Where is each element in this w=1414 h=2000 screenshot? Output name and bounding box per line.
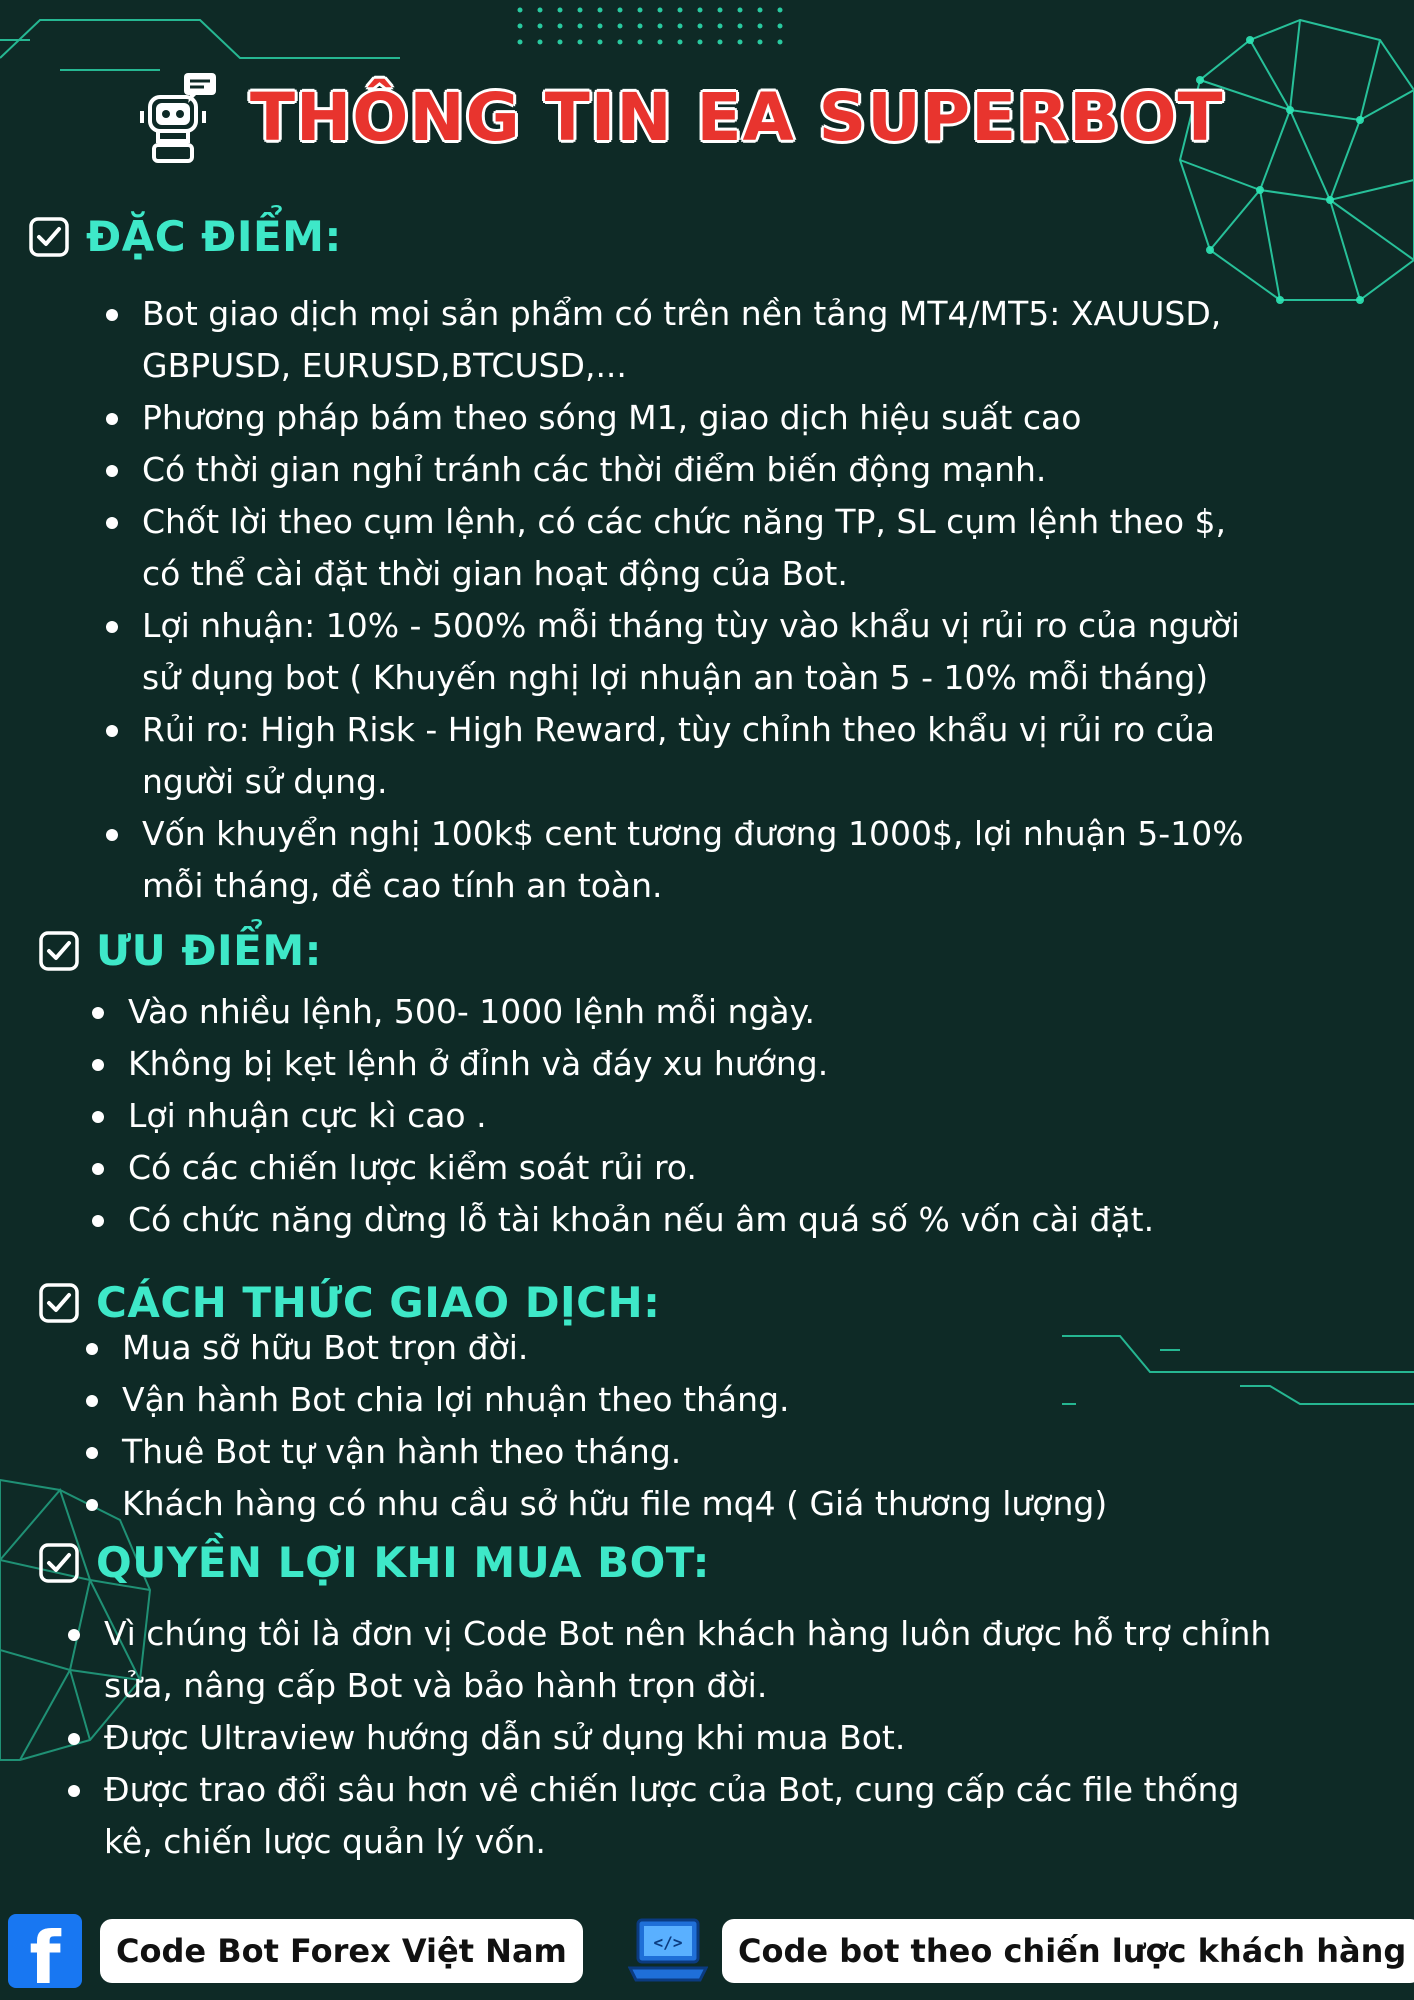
checkbox-icon bbox=[38, 1282, 80, 1324]
list-item: Được trao đổi sâu hơn về chiến lược của Bot, cung cấp các file thống kê, chiến lược quản lý vốn. bbox=[64, 1764, 1394, 1868]
trading-list bbox=[82, 1322, 1372, 1530]
robot-chat-icon bbox=[140, 71, 220, 163]
header bbox=[140, 62, 1224, 172]
list-item: Vận hành Bot chia lợi nhuận theo tháng. bbox=[82, 1374, 1372, 1426]
svg-text:</>: </> bbox=[653, 1933, 683, 1952]
code-laptop-icon bbox=[628, 1916, 708, 1986]
list-item: Bot giao dịch mọi sản phẩm có trên nền tảng MT4/MT5: XAUUSD, GBPUSD, EURUSD,BTCUSD,... bbox=[102, 288, 1392, 392]
list-item: Lợi nhuận cực kì cao . bbox=[88, 1090, 1378, 1142]
section-heading-features bbox=[28, 212, 342, 261]
page-title: THÔNG TIN EA SUPERBOT bbox=[250, 78, 1224, 156]
list-item: Có các chiến lược kiểm soát rủi ro. bbox=[88, 1142, 1378, 1194]
footer-code bbox=[628, 1912, 1414, 1990]
list-item: Vì chúng tôi là đơn vị Code Bot nên khách hàng luôn được hỗ trợ chỉnh sửa, nâng cấp Bot và bảo hành trọn đời. bbox=[64, 1608, 1394, 1712]
section-heading-text: ƯU ĐIỂM: bbox=[96, 926, 322, 975]
list-item: Thuê Bot tự vận hành theo tháng. bbox=[82, 1426, 1372, 1478]
list-item: Được Ultraview hướng dẫn sử dụng khi mua Bot. bbox=[64, 1712, 1394, 1764]
section-heading-advantages bbox=[38, 926, 322, 975]
section-heading-benefits bbox=[38, 1538, 710, 1587]
footer-facebook bbox=[8, 1912, 583, 1990]
facebook-page-label[interactable]: Code Bot Forex Việt Nam bbox=[100, 1919, 583, 1983]
benefits-list bbox=[64, 1608, 1394, 1868]
list-item: Phương pháp bám theo sóng M1, giao dịch hiệu suất cao bbox=[102, 392, 1392, 444]
list-item: Có chức năng dừng lỗ tài khoản nếu âm quá số % vốn cài đặt. bbox=[88, 1194, 1378, 1246]
list-item: Mua sỡ hữu Bot trọn đời. bbox=[82, 1322, 1372, 1374]
list-item: Chốt lời theo cụm lệnh, có các chức năng TP, SL cụm lệnh theo $, có thể cài đặt thời gian hoạt động của Bot. bbox=[102, 496, 1392, 600]
checkbox-icon bbox=[38, 1542, 80, 1584]
checkbox-icon bbox=[28, 216, 70, 258]
list-item: Không bị kẹt lệnh ở đỉnh và đáy xu hướng. bbox=[88, 1038, 1378, 1090]
list-item: Khách hàng có nhu cầu sở hữu file mq4 ( Giá thương lượng) bbox=[82, 1478, 1372, 1530]
list-item: Lợi nhuận: 10% - 500% mỗi tháng tùy vào khẩu vị rủi ro của người sử dụng bot ( Khuyến nghị lợi nhuận an toàn 5 - 10% mỗi tháng) bbox=[102, 600, 1392, 704]
advantages-list bbox=[88, 986, 1378, 1246]
list-item: Vào nhiều lệnh, 500- 1000 lệnh mỗi ngày. bbox=[88, 986, 1378, 1038]
list-item: Vốn khuyển nghị 100k$ cent tương đương 1000$, lợi nhuận 5-10% mỗi tháng, đề cao tính an toàn. bbox=[102, 808, 1392, 912]
facebook-icon[interactable]: f bbox=[8, 1914, 82, 1988]
section-heading-text: CÁCH THỨC GIAO DỊCH: bbox=[96, 1278, 661, 1327]
list-item: Rủi ro: High Risk - High Reward, tùy chỉnh theo khẩu vị rủi ro của người sử dụng. bbox=[102, 704, 1392, 808]
list-item: Có thời gian nghỉ tránh các thời điểm biến động mạnh. bbox=[102, 444, 1392, 496]
features-list bbox=[102, 288, 1392, 912]
checkbox-icon bbox=[38, 930, 80, 972]
custom-strategy-label[interactable]: Code bot theo chiến lược khách hàng bbox=[722, 1919, 1414, 1983]
section-heading-text: QUYỀN LỢI KHI MUA BOT: bbox=[96, 1538, 710, 1587]
section-heading-text: ĐẶC ĐIỂM: bbox=[86, 212, 342, 261]
section-heading-trading bbox=[38, 1278, 660, 1327]
